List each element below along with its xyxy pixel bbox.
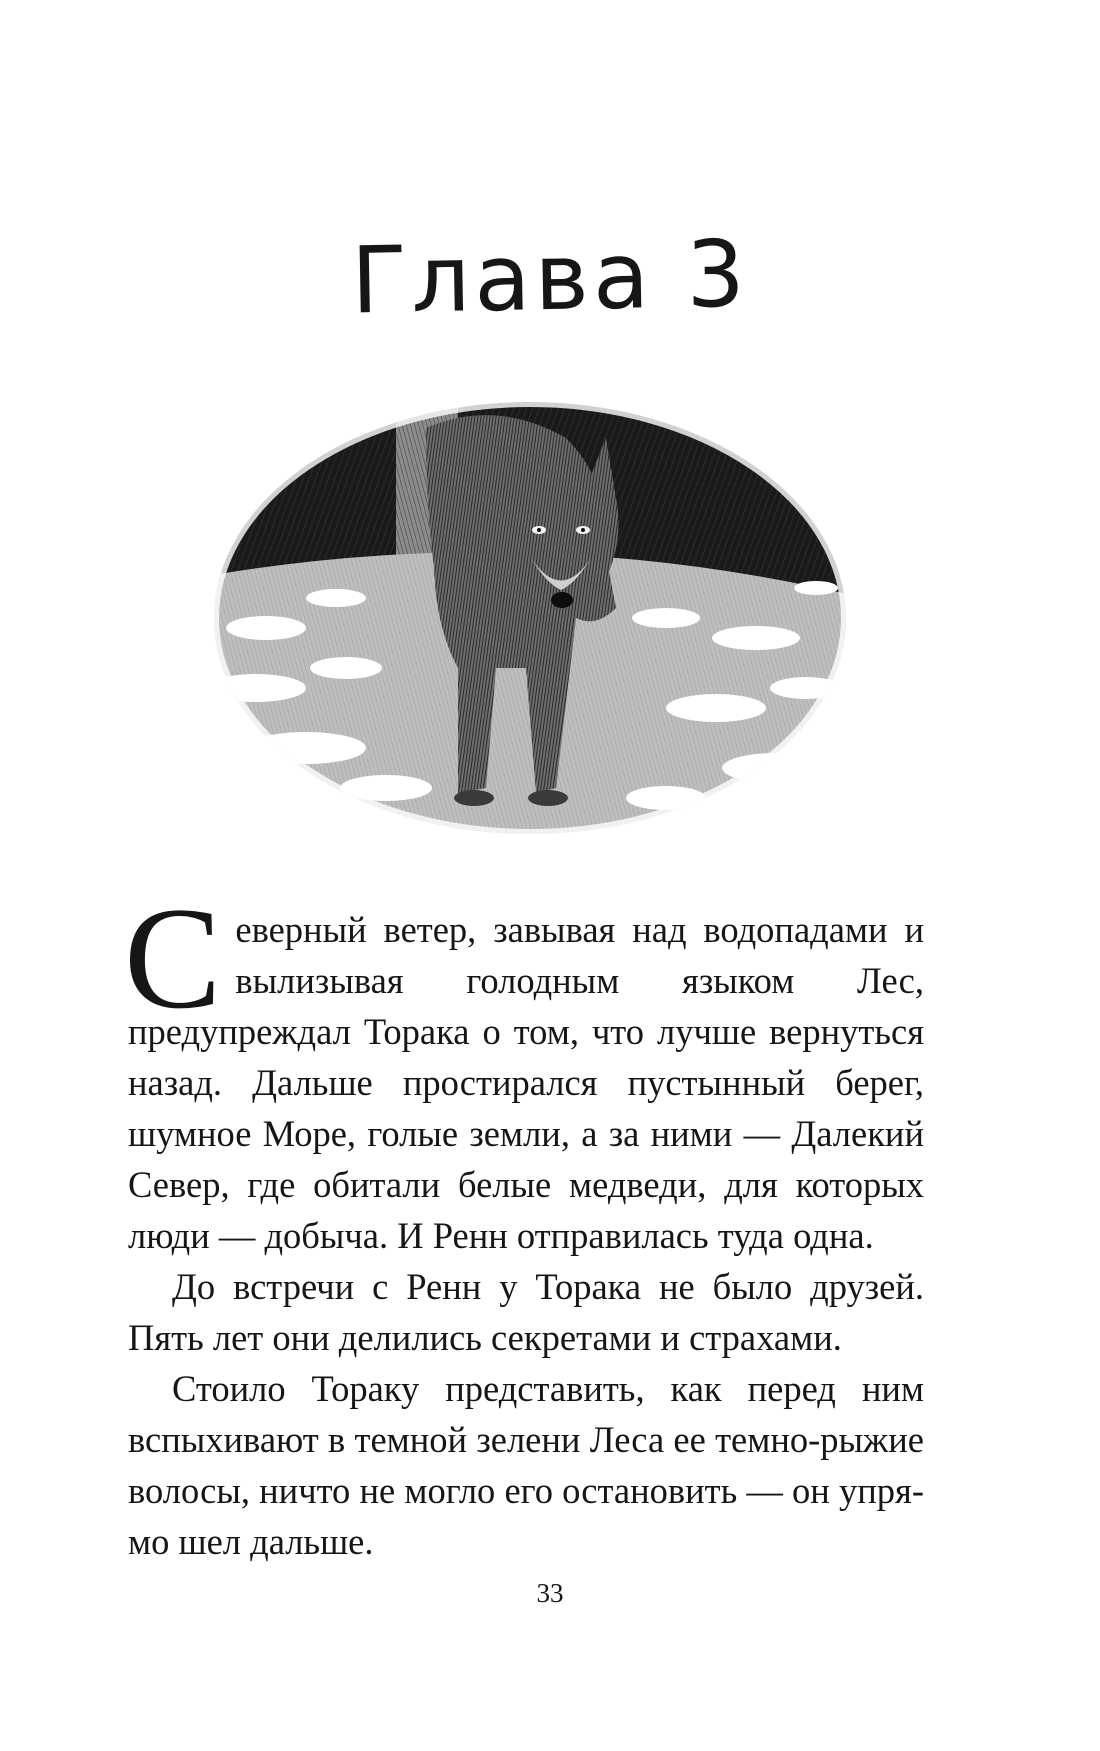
chapter-text bbox=[124, 877, 924, 1567]
paragraph-2: До встречи с Ренн у Торака не было друзей. Пять лет они делились секретами и страхами. bbox=[128, 1266, 924, 1358]
paragraph-3: Стоило Тораку представить, как перед ним вспыхивают в темной зелени Леса ее темно-рыжие волосы, ничто не могло его остановить — он упрямо шел дальше. bbox=[128, 1368, 924, 1562]
paragraph-1-text: еверный ветер, завывая над водопадами и вылизывая голодным языком Лес, предупреждал Торака о том, что лучше вернуться назад. Дальше простирался пустынный берег, шумное Море, голые земли, а за ними — Далекий Север, где обитали белые медведи, для которых люди — добыча. И Ренн отправилась туда одна. bbox=[128, 909, 924, 1256]
page-number: 33 bbox=[536, 1578, 564, 1608]
wolf-illustration-svg bbox=[196, 368, 864, 868]
wolf-illustration bbox=[196, 368, 864, 868]
chapter-title: Глава 3 bbox=[350, 220, 750, 335]
drop-cap: С bbox=[124, 877, 222, 1039]
paragraph-1 bbox=[124, 877, 924, 1261]
